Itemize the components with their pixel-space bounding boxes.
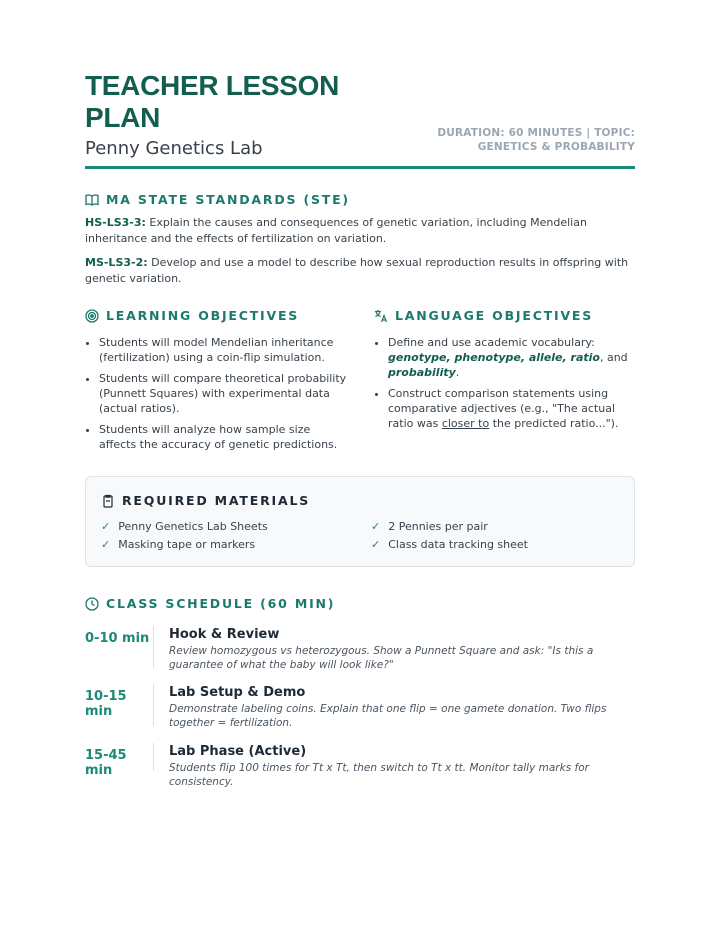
- learning-list: [85, 335, 350, 452]
- schedule-row: [85, 743, 635, 788]
- list-item: ✓ Masking tape or markers: [101, 538, 256, 551]
- schedule-desc: Review homozygous vs heterozygous. Show a Punnett Square and ask: "Is this a guarantee of what the baby will look like?": [169, 645, 594, 671]
- schedule-row: [85, 684, 635, 730]
- schedule-time: 15-45 min: [85, 748, 127, 778]
- list-item: • Students will model Mendelian inheritance (fertilization) using a coin-flip simulation.: [99, 335, 350, 365]
- materials-heading: [101, 493, 310, 508]
- list-item: ✓ Penny Genetics Lab Sheets: [101, 520, 268, 533]
- schedule-time: 0-10 min: [85, 631, 150, 646]
- standard-code: HS-LS3-3:: [85, 216, 146, 229]
- schedule-section: [85, 596, 635, 788]
- vocab-term: ratio: [570, 351, 600, 364]
- schedule-title: Hook & Review: [169, 627, 280, 642]
- standard-text: Explain the causes and consequences of genetic variation, including Mendelian inheritance and the effects of fertilization on variation.: [85, 216, 587, 245]
- standards-heading-text: MA STATE STANDARDS (STE): [106, 192, 350, 207]
- schedule-heading: [85, 596, 635, 611]
- list-item: • Students will compare theoretical probability (Punnett Squares) with experimental data (actual ratios).: [99, 371, 350, 416]
- list-item: • Students will analyze how sample size affects the accuracy of genetic predictions.: [99, 422, 350, 452]
- header-divider: [85, 166, 635, 169]
- book-icon: [85, 193, 99, 207]
- vocab-term: probability: [388, 366, 456, 379]
- list-item: • Define and use academic vocabulary: genotype, phenotype, allele, ratio, and probability.: [388, 335, 636, 380]
- schedule-item: [169, 744, 635, 789]
- schedule-desc: Students flip 100 times for Tt x Tt, then switch to Tt x tt. Monitor tally marks for consistency.: [169, 762, 589, 788]
- lesson-meta: DURATION: 60 MINUTES | TOPIC: GENETICS & PROBABILITY: [437, 127, 635, 153]
- schedule-item: [169, 685, 635, 730]
- schedule-heading-text: CLASS SCHEDULE (60 MIN): [106, 596, 336, 611]
- materials-heading-text: REQUIRED MATERIALS: [122, 493, 311, 508]
- schedule-time: 10-15 min: [85, 689, 127, 719]
- check-icon: ✓: [101, 520, 111, 533]
- clipboard-icon: [101, 494, 115, 508]
- vocab-term: genotype: [388, 351, 447, 364]
- language-list: [374, 335, 636, 431]
- schedule-title: Lab Phase (Active): [169, 744, 307, 759]
- header: [85, 70, 635, 159]
- list-item: • Construct comparison statements using comparative adjectives (e.g., "The actual ratio was closer to the predicted ratio...").: [388, 386, 636, 431]
- schedule-title: Lab Setup & Demo: [169, 685, 306, 700]
- vocab-term: allele: [528, 351, 563, 364]
- schedule-item: [169, 627, 635, 672]
- language-heading-text: LANGUAGE OBJECTIVES: [395, 308, 594, 323]
- page-title: TEACHER LESSON PLAN: [85, 70, 340, 133]
- check-icon: ✓: [371, 520, 381, 533]
- standard-code: MS-LS3-2:: [85, 256, 148, 269]
- check-icon: ✓: [371, 538, 381, 551]
- list-item: ✓ 2 Pennies per pair: [371, 520, 488, 533]
- page-subtitle: Penny Genetics Lab: [85, 138, 263, 159]
- standards-heading: [85, 192, 635, 207]
- list-item: ✓ Class data tracking sheet: [371, 538, 528, 551]
- clock-icon: [85, 597, 99, 611]
- underlined-phrase: closer to: [441, 417, 490, 430]
- timeline-line: [153, 684, 154, 726]
- check-icon: ✓: [101, 538, 111, 551]
- translate-icon: [374, 309, 388, 323]
- schedule-row: [85, 626, 635, 672]
- standards-section: [85, 192, 635, 287]
- learning-objectives-section: [85, 308, 350, 458]
- timeline-line: [153, 626, 154, 668]
- standard-text: Develop and use a model to describe how sexual reproduction results in offspring with genetic variation.: [85, 256, 629, 285]
- language-objectives-section: [374, 308, 636, 437]
- schedule-desc: Demonstrate labeling coins. Explain that one flip = one gamete donation. Two flips together = fertilization.: [169, 703, 607, 729]
- timeline-line: [153, 743, 154, 771]
- materials-card: [85, 476, 635, 567]
- standard-item: [85, 215, 635, 247]
- standard-item: [85, 255, 635, 287]
- target-icon: [85, 309, 99, 323]
- language-heading: [374, 308, 636, 323]
- vocab-term: phenotype: [454, 351, 521, 364]
- learning-heading: [85, 308, 350, 323]
- learning-heading-text: LEARNING OBJECTIVES: [106, 308, 300, 323]
